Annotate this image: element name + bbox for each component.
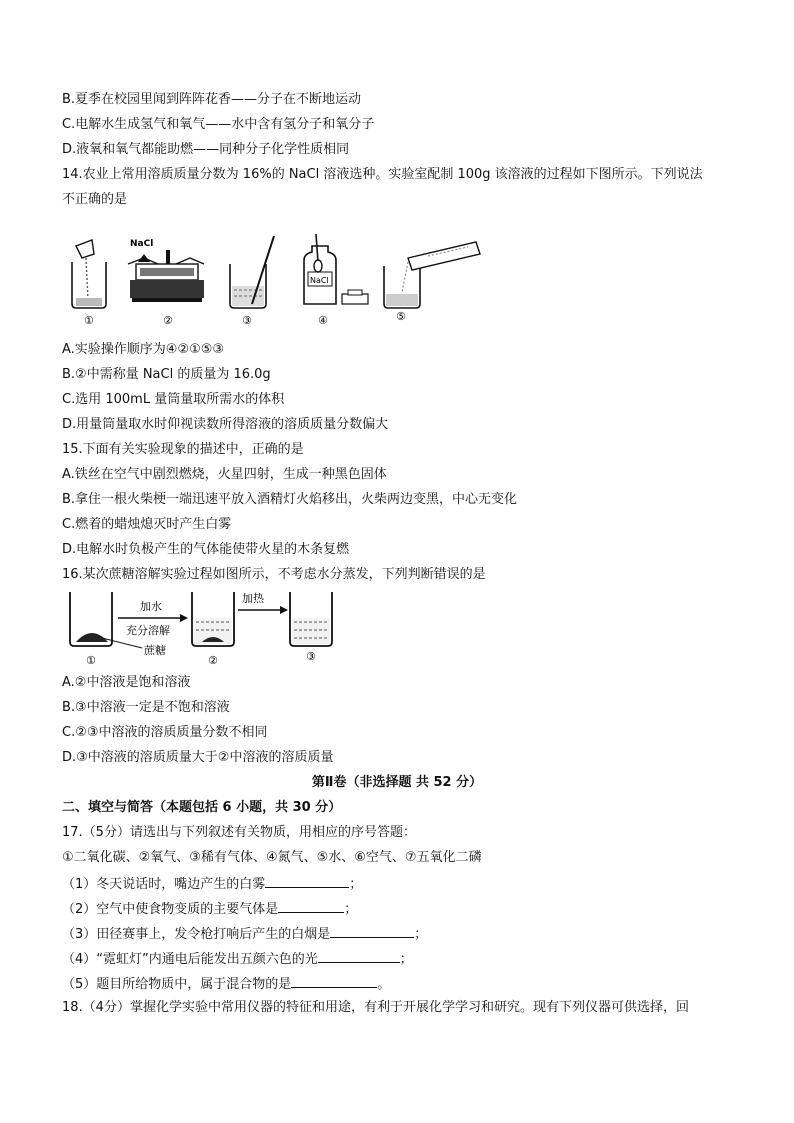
q16-option-d: D.③中溶液的溶质质量大于②中溶液的溶质质量 — [62, 750, 334, 765]
q17-item-2-text: （2）空气中使食物变质的主要气体是 — [62, 902, 279, 917]
fig16-label-2: ② — [208, 654, 218, 667]
q16-option-c: C.②③中溶液的溶质质量分数不相同 — [62, 725, 268, 740]
q17-item-2 — [62, 899, 357, 919]
question-18-stem: 18.（4分）掌握化学实验中常用仪器的特征和用途，有利于开展化学学习和研究。现有下列仪器可供选择，回 — [62, 1000, 689, 1015]
fig16-label-3: ③ — [306, 650, 316, 663]
fig14-label-3: ③ — [242, 314, 252, 327]
question-15-stem: 15.下面有关实验现象的描述中，正确的是 — [62, 442, 304, 457]
sugar-dissolving-figure — [62, 588, 342, 668]
section-two-heading: 二、填空与简答（本题包括 6 小题，共 30 分） — [62, 800, 342, 815]
step4-reagent-bottle-icon — [304, 234, 368, 304]
question-17-stem: 17.（5分）请选出与下列叙述有关物质，用相应的序号答题： — [62, 825, 416, 840]
semicolon: ； — [414, 927, 428, 942]
beaker-3-icon — [290, 592, 332, 646]
period: 。 — [377, 977, 391, 992]
solution-preparation-figure — [62, 232, 492, 328]
semicolon: ； — [344, 902, 358, 917]
fig14-label-2: ② — [163, 314, 173, 327]
nacl-text: NaCl — [130, 239, 154, 249]
step1-beaker-icon — [72, 240, 106, 308]
option-d-line: D.液氧和氧气都能助燃——同种分子化学性质相同 — [62, 142, 350, 157]
beaker-2-icon — [192, 592, 234, 646]
step2-balance-icon — [128, 239, 204, 302]
q16-option-b: B.③中溶液一定是不饱和溶液 — [62, 700, 230, 715]
q17-item-1 — [62, 874, 362, 894]
q17-item-1-text: （1）冬天说话时，嘴边产生的白雾 — [62, 877, 266, 892]
fig14-label-4: ④ — [318, 314, 328, 327]
answer-blank-4[interactable] — [318, 949, 400, 963]
fig14-label-5: ⑤ — [396, 310, 406, 323]
q14-option-d: D.用量筒量取水时仰视读数所得溶液的溶质质量分数偏大 — [62, 417, 389, 432]
q17-item-3-text: （3）田径赛事上，发令枪打响后产生的白烟是 — [62, 927, 331, 942]
q14-option-a: A.实验操作顺序为④②①⑤③ — [62, 342, 225, 357]
step5-pouring-cylinder-icon — [384, 242, 480, 308]
step3-stirring-icon — [230, 236, 274, 308]
arrow1-bottom-text: 充分溶解 — [126, 624, 170, 637]
beaker-1-icon — [70, 592, 112, 646]
answer-blank-3[interactable] — [330, 924, 414, 938]
q15-option-b: B.拿住一根火柴梗一端迅速平放入酒精灯火焰移出，火柴两边变黑，中心无变化 — [62, 492, 518, 507]
fig14-label-1: ① — [84, 314, 94, 327]
answer-blank-5[interactable] — [291, 974, 377, 988]
arrow1-top-text: 加水 — [140, 600, 162, 613]
option-c-line: C.电解水生成氢气和氧气——水中含有氢分子和氧分子 — [62, 117, 375, 132]
q17-item-4-text: （4）“霓虹灯”内通电后能发出五颜六色的光 — [62, 952, 318, 967]
q17-item-3 — [62, 924, 427, 944]
semicolon: ； — [399, 952, 413, 967]
question-14-stem: 14.农业上常用溶质质量分数为 16%的 NaCl 溶液选种。实验室配制 100g 该溶液的过程如下图所示。下列说法 — [62, 167, 703, 182]
q15-option-a: A.铁丝在空气中剧烈燃烧，火星四射，生成一种黑色固体 — [62, 467, 387, 482]
q17-item-5 — [62, 974, 390, 994]
q15-option-d: D.电解水时负极产生的气体能使带火星的木条复燃 — [62, 542, 350, 557]
q14-option-c: C.选用 100mL 量筒量取所需水的体积 — [62, 392, 285, 407]
question-14-stem-cont: 不正确的是 — [62, 192, 128, 207]
q17-item-5-text: （5）题目所给物质中，属于混合物的是 — [62, 977, 292, 992]
part-two-heading: 第Ⅱ卷（非选择题 共 52 分） — [311, 775, 483, 790]
q16-option-a: A.②中溶液是饱和溶液 — [62, 675, 191, 690]
answer-blank-2[interactable] — [278, 899, 344, 913]
semicolon: ； — [349, 877, 363, 892]
q15-option-c: C.燃着的蜡烛熄灭时产生白雾 — [62, 517, 232, 532]
question-16-stem: 16.某次蔗糖溶解实验过程如图所示，不考虑水分蒸发，下列判断错误的是 — [62, 567, 486, 582]
answer-blank-1[interactable] — [265, 874, 349, 888]
question-17-options: ①二氧化碳、②氧气、③稀有气体、④氮气、⑤水、⑥空气、⑦五氧化二磷 — [62, 850, 482, 865]
fig16-label-1: ① — [86, 654, 96, 667]
option-b-line: B.夏季在校园里闻到阵阵花香——分子在不断地运动 — [62, 92, 362, 107]
q14-option-b: B.②中需称量 NaCl 的质量为 16.0g — [62, 367, 271, 382]
q17-item-4 — [62, 949, 413, 969]
sugar-text: 蔗糖 — [144, 644, 166, 657]
bottle-label-text: NaCl — [310, 276, 329, 285]
arrow2-text: 加热 — [242, 592, 264, 605]
